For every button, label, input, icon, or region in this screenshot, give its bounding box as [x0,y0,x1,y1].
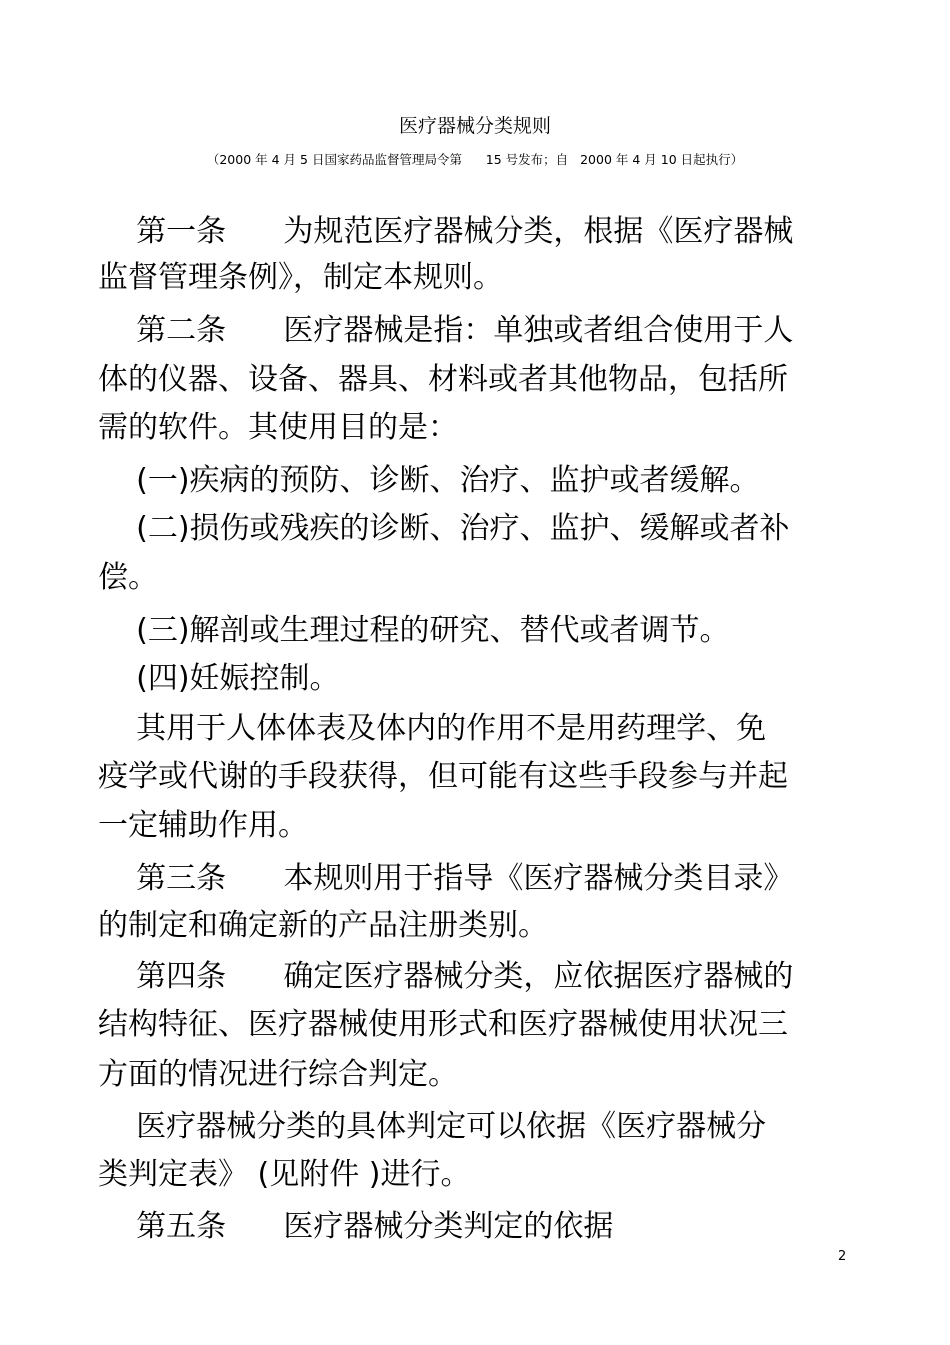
body-line: 疫学或代谢的手段获得，但可能有这些手段参与并起 [98,759,788,794]
body-line: (三)解剖或生理过程的研究、替代或者调节。 [98,613,730,648]
body-line: 监督管理条例》，制定本规则。 [98,260,503,295]
body-line: 一定辅助作用。 [98,808,308,843]
body-line: 类判定表》 (见附件 )进行。 [98,1157,471,1192]
body-line: 第五条 医疗器械分类判定的依据 [98,1209,614,1244]
body-line: 第二条 医疗器械是指：单独或者组合使用于人 [98,313,794,348]
body-line: 第一条 为规范医疗器械分类，根据《医疗器械 [98,214,794,249]
body-line: 的制定和确定新的产品注册类别。 [98,908,548,943]
body-line: 第三条 本规则用于指导《医疗器械分类目录》 [98,861,794,896]
body-line: 体的仪器、设备、器具、材料或者其他物品，包括所 [98,362,788,397]
body-line: (四)妊娠控制。 [98,661,340,696]
body-line: 医疗器械分类的具体判定可以依据《医疗器械分 [98,1109,767,1144]
document-subtitle: （2000 年 4 月 5 日国家药品监督管理局令第 15 号发布；自 2000 年 4 月 10 日起执行） [206,152,744,167]
body-line: 偿。 [98,560,158,595]
body-line: 需的软件。其使用目的是： [98,410,458,445]
body-line: 第四条 确定医疗器械分类，应依据医疗器械的 [98,959,794,994]
body-line: 结构特征、医疗器械使用形式和医疗器械使用状况三 [98,1007,788,1042]
body-line: (一)疾病的预防、诊断、治疗、监护或者缓解。 [98,463,760,498]
page-number: 2 [838,1249,847,1264]
document-title: 医疗器械分类规则 [398,115,551,137]
body-line: 其用于人体体表及体内的作用不是用药理学、免 [98,711,767,746]
body-line: (二)损伤或残疾的诊断、治疗、监护、缓解或者补 [98,511,790,546]
body-line: 方面的情况进行综合判定。 [98,1057,458,1092]
